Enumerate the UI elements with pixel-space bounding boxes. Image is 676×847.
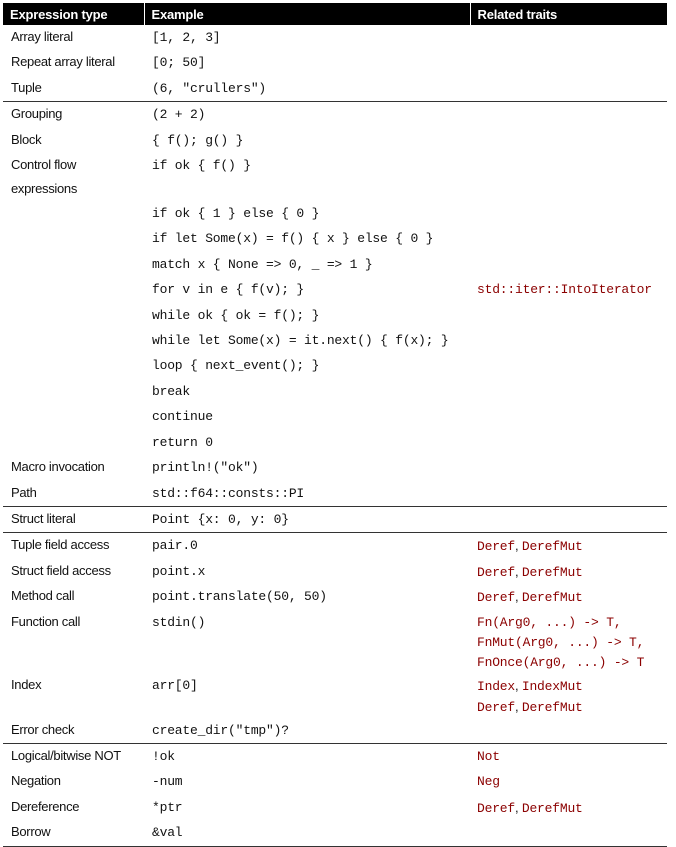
expression-type-cell (3, 201, 144, 226)
expression-type-cell (3, 328, 144, 353)
header-row (3, 3, 667, 25)
expression-type-cell (3, 353, 144, 378)
trait-separator: , (515, 538, 522, 554)
example-code-cell: while let Some(x) = it.next() { f(x); } (152, 333, 449, 349)
expression-type-cell: Repeat array literal (11, 54, 115, 70)
table-row (3, 303, 667, 328)
expression-type-cell (3, 379, 144, 404)
example-code-cell: stdin() (152, 614, 206, 630)
expression-type-cell: Dereference (11, 798, 80, 814)
expressions-table (3, 3, 667, 847)
trait-line (477, 697, 667, 718)
trait-separator: , (515, 589, 522, 605)
trait-name: DerefMut (521, 800, 583, 816)
table-row (3, 533, 667, 559)
trait-line (477, 676, 667, 697)
trait-name: Neg (477, 774, 500, 790)
trait-name: DerefMut (521, 539, 583, 555)
expression-type-cell: Error check (11, 721, 75, 737)
table-row (3, 252, 667, 277)
expression-type-cell: Tuple (11, 79, 42, 95)
related-traits-cell (470, 673, 667, 718)
expression-type-cell (3, 277, 144, 302)
expression-type-cell: Tuple field access (3, 533, 144, 559)
example-code-cell: break (152, 383, 191, 399)
example-code-cell: for v in e { f(v); } (152, 282, 305, 298)
expression-type-cell: Struct field access (11, 562, 111, 578)
related-traits-cell (470, 584, 667, 609)
table-row (3, 379, 667, 404)
related-traits-cell (470, 743, 667, 769)
related-traits-cell (470, 379, 667, 404)
trait-name: Index (477, 678, 516, 694)
example-code-cell: *ptr (152, 799, 183, 815)
trait-name: Fn(Arg0, ...) -> T, (477, 614, 622, 630)
example-code-cell: continue (152, 409, 213, 425)
example-code-cell: if let Some(x) = f() { x } else { 0 } (152, 231, 434, 247)
trait-separator: , (515, 677, 522, 693)
example-code-cell: std::f64::consts::PI (152, 485, 305, 501)
table-row (3, 795, 667, 820)
table-row (3, 404, 667, 429)
example-code-cell: return 0 (152, 434, 213, 450)
expression-type-cell (3, 252, 144, 277)
table-row (3, 201, 667, 226)
trait-name: DerefMut (521, 590, 583, 606)
table-row (3, 277, 667, 302)
trait-name: Not (477, 748, 500, 764)
related-traits-cell (470, 277, 667, 302)
example-code-cell: pair.0 (144, 533, 470, 559)
trait-name: Deref (477, 590, 516, 606)
example-code-cell: match x { None => 0, _ => 1 } (152, 256, 373, 272)
table-row (3, 481, 667, 507)
trait-name: FnMut(Arg0, ...) -> T, (477, 634, 645, 650)
trait-line (477, 613, 667, 633)
expression-type-cell: Borrow (3, 820, 144, 846)
table-row (3, 610, 667, 673)
table-row (3, 769, 667, 794)
example-code-cell: if ok { f() } (152, 158, 251, 174)
related-traits-cell (470, 481, 667, 507)
table-row (3, 50, 667, 75)
table-row (3, 102, 667, 128)
table-row (3, 673, 667, 718)
trait-name: Deref (477, 564, 516, 580)
header-related-traits: Related traits (470, 3, 667, 25)
example-code-cell: arr[0] (152, 677, 198, 693)
header-expression-type: Expression type (3, 3, 144, 25)
trait-name: IndexMut (521, 678, 583, 694)
related-traits-cell (470, 430, 667, 455)
related-traits-cell (470, 102, 667, 128)
trait-name: Deref (477, 539, 516, 555)
trait-line (477, 280, 667, 300)
expression-type-cell (3, 430, 144, 455)
table-row (3, 718, 667, 744)
expression-type-cell (3, 303, 144, 328)
expression-type-cell: Path (11, 484, 37, 500)
related-traits-cell (470, 559, 667, 584)
expression-type-cell (3, 226, 144, 251)
example-code-cell: (2 + 2) (144, 102, 470, 128)
table-row (3, 820, 667, 846)
table-row (3, 328, 667, 353)
trait-name: std::iter::IntoIterator (477, 282, 652, 298)
expression-type-cell: Negation (11, 773, 61, 789)
example-code-cell: -num (152, 774, 183, 790)
expression-type-cell: Grouping (3, 102, 144, 128)
table-row (3, 76, 667, 102)
table-row (3, 153, 667, 201)
trait-line (477, 536, 667, 557)
example-code-cell: { f(); g() } (152, 132, 244, 148)
example-code-cell: point.x (152, 563, 206, 579)
expression-type-cell: Macro invocation (11, 459, 105, 475)
trait-line (477, 798, 667, 819)
trait-name: Deref (477, 800, 516, 816)
related-traits-cell (470, 76, 667, 102)
table-row (3, 455, 667, 480)
trait-line (477, 587, 667, 608)
expression-type-cell: Function call (11, 613, 81, 629)
table-row (3, 506, 667, 532)
trait-separator: , (515, 563, 522, 579)
table-row (3, 353, 667, 378)
example-code-cell: loop { next_event(); } (152, 358, 320, 374)
example-code-cell: [0; 50] (152, 55, 206, 71)
expression-type-cell (3, 404, 144, 429)
example-code-cell: &val (144, 820, 470, 846)
expression-type-cell: Array literal (11, 29, 73, 44)
table-row (3, 128, 667, 153)
example-code-cell: Point {x: 0, y: 0} (144, 506, 470, 532)
trait-separator: , (515, 698, 522, 714)
expression-type-cell: Logical/bitwise NOT (3, 743, 144, 769)
expression-type-cell: Index (11, 676, 42, 692)
example-code-cell: create_dir("tmp")? (152, 722, 289, 738)
table-row (3, 584, 667, 609)
related-traits-cell (470, 455, 667, 480)
example-code-cell: if ok { 1 } else { 0 } (152, 206, 320, 222)
related-traits-cell (470, 25, 667, 50)
related-traits-cell (470, 506, 667, 532)
trait-name: FnOnce(Arg0, ...) -> T (477, 654, 645, 670)
example-code-cell: [1, 2, 3] (152, 30, 221, 45)
trait-line (477, 653, 667, 673)
expression-type-cell: Block (11, 131, 42, 147)
trait-line (477, 633, 667, 653)
table-row (3, 743, 667, 769)
trait-name: Deref (477, 699, 516, 715)
example-code-cell: !ok (144, 743, 470, 769)
expression-type-cell: Method call (11, 588, 75, 604)
example-code-cell: point.translate(50, 50) (152, 589, 327, 605)
related-traits-cell (470, 226, 667, 251)
related-traits-cell (470, 128, 667, 153)
related-traits-cell (470, 769, 667, 794)
table-row (3, 559, 667, 584)
expression-type-cell: Control flow expressions (11, 157, 78, 197)
related-traits-cell (470, 610, 667, 673)
expression-type-cell: Struct literal (3, 506, 144, 532)
table-row (3, 25, 667, 50)
related-traits-cell (470, 328, 667, 353)
related-traits-cell (470, 533, 667, 559)
trait-line (477, 772, 667, 792)
related-traits-cell (470, 153, 667, 201)
table-row (3, 226, 667, 251)
example-code-cell: while ok { ok = f(); } (152, 307, 320, 323)
trait-line (477, 562, 667, 583)
related-traits-cell (470, 201, 667, 226)
related-traits-cell (470, 718, 667, 744)
example-code-cell: (6, "crullers") (152, 80, 267, 96)
related-traits-cell (470, 795, 667, 820)
table-row (3, 430, 667, 455)
trait-separator: , (515, 799, 522, 815)
trait-line (477, 747, 667, 767)
example-code-cell: println!("ok") (152, 460, 259, 476)
header-example: Example (144, 3, 470, 25)
trait-name: DerefMut (521, 564, 583, 580)
related-traits-cell (470, 252, 667, 277)
related-traits-cell (470, 353, 667, 378)
related-traits-cell (470, 50, 667, 75)
related-traits-cell (470, 303, 667, 328)
related-traits-cell (470, 820, 667, 846)
trait-name: DerefMut (521, 699, 583, 715)
related-traits-cell (470, 404, 667, 429)
